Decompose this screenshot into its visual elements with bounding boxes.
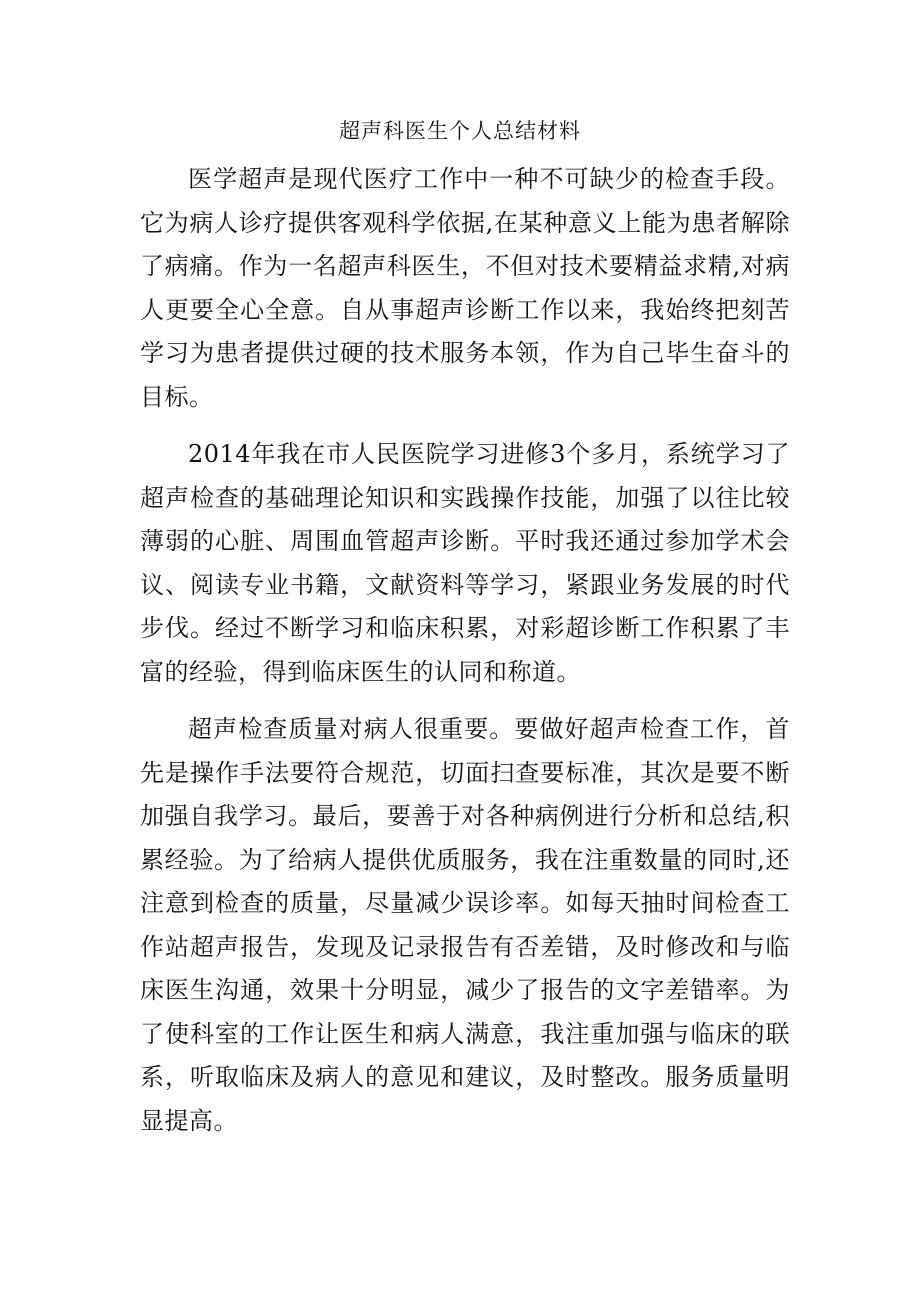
paragraph-1: 医学超声是现代医疗工作中一种不可缺少的检查手段。它为病人诊疗提供客观科学依据,在某种意义上能为患者解除了病痛。作为一名超声科医生，不但对技术要精益求精,对病人更要全心全意。自从事超声诊断工作以来，我始终把刻苦学习为患者提供过硬的技术服务本领，作为自己毕生奋斗的目标。 [140, 165, 790, 411]
document-title: 超声科医生个人总结材料 [339, 119, 581, 143]
paragraph-3: 超声检查质量对病人很重要。要做好超声检查工作，首先是操作手法要符合规范，切面扫查要标准，其次是要不断加强自我学习。最后，要善于对各种病例进行分析和总结,积累经验。为了给病人提供优质服务，我在注重数量的同时,还注意到检查的质量，尽量减少误诊率。如每天抽时间检查工作站超声报告，发现及记录报告有否差错，及时修改和与临床医生沟通，效果十分明显，减少了报告的文字差错率。为了使科室的工作让医生和病人满意，我注重加强与临床的联系，听取临床及病人的意见和建议，及时整改。服务质量明显提高。 [140, 715, 790, 1135]
document-body [140, 158, 790, 1143]
paragraph-2: 2014年我在市人民医院学习进修3个多月，系统学习了超声检查的基础理论知识和实践操作技能，加强了以往比较薄弱的心脏、周围血管超声诊断。平时我还通过参加学术会议、阅读专业书籍，文献资料等学习，紧跟业务发展的时代步伐。经过不断学习和临床积累，对彩超诊断工作积累了丰富的经验，得到临床医生的认同和称道。 [140, 440, 790, 686]
